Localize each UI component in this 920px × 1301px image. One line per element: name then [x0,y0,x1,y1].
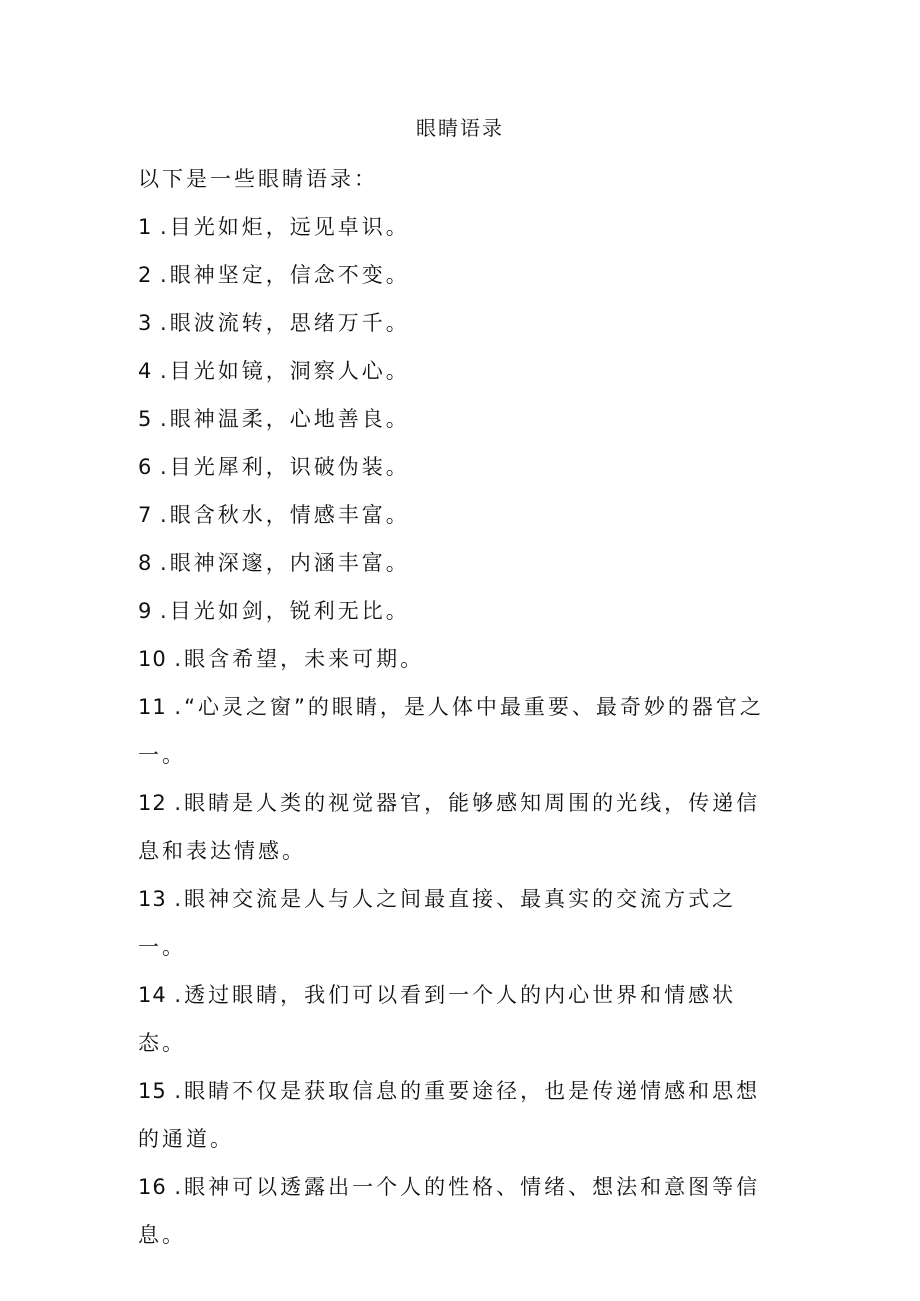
quote-item [138,635,778,683]
quote-item [138,1067,778,1163]
quote-text: .眼神坚定，信念不变。 [160,263,410,287]
quote-text: .目光如炬，远见卓识。 [160,215,410,239]
quote-item [138,443,778,491]
quote-number: 13 [138,887,175,911]
quote-text: .目光犀利，识破伪装。 [160,455,410,479]
quote-text: .“心灵之窗”的眼睛，是人体中最重要、最奇妙的器官之一。 [138,695,764,767]
quote-text: .眼含秋水，情感丰富。 [160,503,410,527]
quote-item [138,971,778,1067]
quote-list [138,203,778,1259]
quote-text: .眼神深邃，内涵丰富。 [160,551,410,575]
quote-number: 9 [138,599,161,623]
quote-item [138,539,778,587]
quote-item [138,683,778,779]
quote-text: .眼睛不仅是获取信息的重要途径，也是传递情感和思想的通道。 [138,1079,761,1151]
quote-item [138,299,778,347]
quote-number: 10 [138,647,175,671]
quote-item [138,251,778,299]
quote-item [138,1163,778,1259]
intro-paragraph: 以下是一些眼睛语录： [138,167,378,191]
quote-number: 6 [138,455,161,479]
quote-number: 3 [138,311,161,335]
quote-text: .目光如镜，洞察人心。 [160,359,410,383]
quote-number: 8 [138,551,161,575]
quote-text: .眼含希望，未来可期。 [174,647,425,671]
quote-item [138,491,778,539]
quote-number: 1 [138,215,161,239]
document-title: 眼睛语录 [416,116,504,140]
quote-text: .眼神交流是人与人之间最直接、最真实的交流方式之一。 [138,887,737,959]
quote-item [138,347,778,395]
quote-number: 14 [138,983,175,1007]
quote-item [138,203,778,251]
quote-number: 4 [138,359,161,383]
quote-number: 5 [138,407,161,431]
quote-number: 15 [138,1079,175,1103]
quote-item [138,587,778,635]
quote-text: .透过眼睛，我们可以看到一个人的内心世界和情感状态。 [138,983,737,1055]
quote-number: 16 [138,1175,175,1199]
quote-number: 2 [138,263,161,287]
quote-text: .眼睛是人类的视觉器官，能够感知周围的光线，传递信息和表达情感。 [138,791,761,863]
quote-text: .目光如剑，锐利无比。 [160,599,410,623]
quote-number: 12 [138,791,175,815]
quote-item [138,875,778,971]
quote-text: .眼神可以透露出一个人的性格、情绪、想法和意图等信息。 [138,1175,761,1247]
quote-number: 7 [138,503,161,527]
quote-item [138,779,778,875]
quote-text: .眼神温柔，心地善良。 [160,407,410,431]
quote-text: .眼波流转，思绪万千。 [160,311,410,335]
document-body [138,155,778,1259]
quote-item [138,395,778,443]
quote-number: 11 [138,695,175,719]
